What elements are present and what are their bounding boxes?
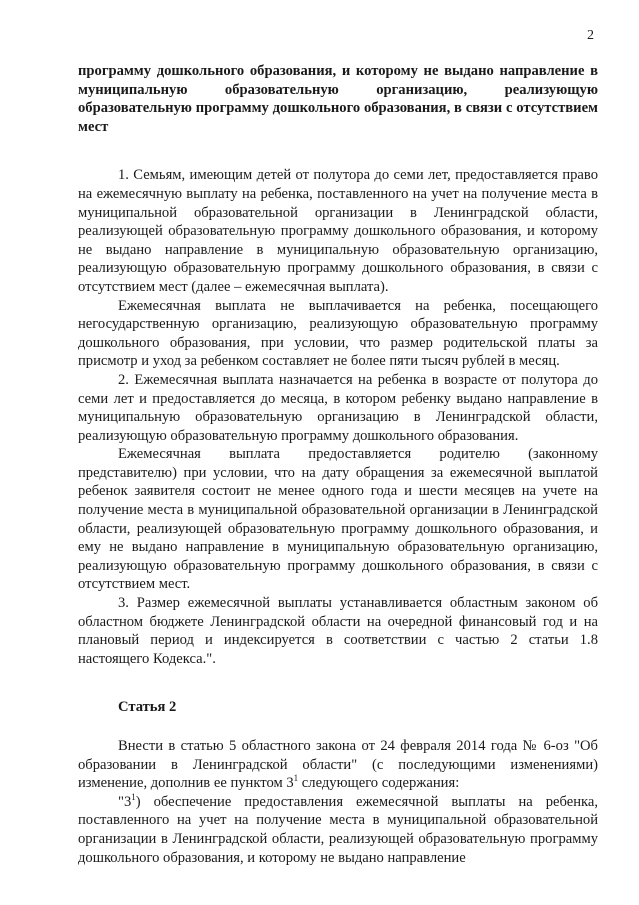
- point-number: "3: [118, 793, 132, 810]
- article-intro-end: следующего содержания:: [298, 775, 460, 792]
- paragraph: Ежемесячная выплата не выплачивается на ребенка, посещающего негосударственную организацию, реализующую образовательную программу дошкольного образования, при условии, что размер родительской платы за присмотр и уход за ребенком составляет не более пяти тысяч рублей в месяц.: [78, 297, 598, 370]
- paragraph: 3. Размер ежемесячной выплаты устанавливается областным законом об областном бюджете Ленинградской области на очередной финансовый год и на плановый период и индексируется в соответствии с частью 2 статьи 1.8 настоящего Кодекса.".: [78, 595, 598, 667]
- document-body: [78, 62, 598, 867]
- superscript: 1: [293, 773, 299, 784]
- point-number-close: ): [135, 793, 141, 810]
- article-intro: [78, 737, 598, 793]
- article-point: [78, 793, 598, 867]
- article-intro-text: Внести в статью 5 областного закона от 24 февраля 2014 года № 6-оз "Об образовании в Ленинградской области" (с последующими изменениями) изменение, дополнив ее пунктом 3: [78, 738, 598, 792]
- page-number: 2: [587, 28, 594, 43]
- paragraph: Ежемесячная выплата предоставляется родителю (законному представителю) при условии, что на дату обращения за ежемесячной выплатой ребенок заявителя состоит не менее одного года и шести месяцев на учете на получение места в муниципальной образовательной организации в Ленинградской области, реализующей образовательную программу дошкольного образования, и ему не выдано направление в муниципальную образовательную организацию, реализующую образовательную программу дошкольного образования, в связи с отсутствием мест.: [78, 446, 598, 593]
- point-text: обеспечение предоставления ежемесячной выплаты на ребенка, поставленного на учет на получение места в муниципальной образовательной организации в Ленинградской области, реализующей образовательную программу дошкольного образования, и которому не выдано направление: [78, 793, 598, 866]
- paragraph: 2. Ежемесячная выплата назначается на ребенка в возрасте от полутора до семи лет и предоставляется до месяца, в котором ребенку выдано направление в муниципальную образовательную организацию в Ленинградской области, реализующую образовательную программу дошкольного образования.: [78, 371, 598, 444]
- section-heading: программу дошкольного образования, и которому не выдано направление в муниципальную образовательную организацию, реализующую образовательную программу дошкольного образования, в связи с отсутствием мест: [78, 63, 598, 135]
- article-title: Статья 2: [118, 699, 177, 716]
- superscript: 1: [131, 791, 136, 802]
- paragraph: 1. Семьям, имеющим детей от полутора до семи лет, предоставляется право на ежемесячную выплату на ребенка, поставленного на учет на получение места в муниципальной образовательной организации в Ленинградской области, реализующей образовательную программу дошкольного образования, и которому не выдано направление в муниципальную образовательную организацию, реализующую образовательную программу дошкольного образования, в связи с отсутствием мест (далее – ежемесячная выплата).: [78, 167, 598, 295]
